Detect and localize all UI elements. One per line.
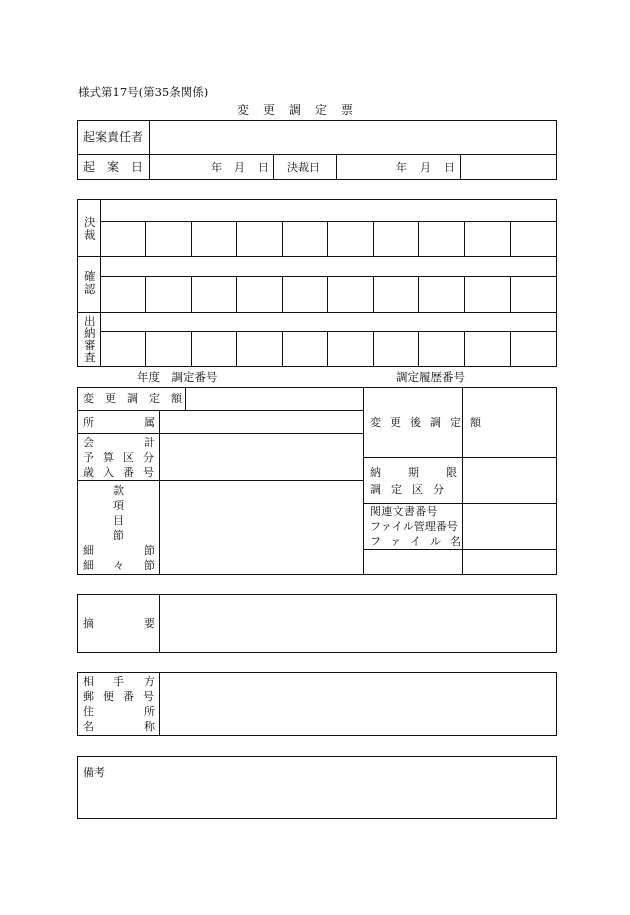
due-date-label-2: 期: [408, 466, 419, 479]
accounting-label-1: 会: [83, 436, 94, 449]
saisaisetsu-label-3: 節: [144, 559, 155, 572]
draft-day: 日: [258, 161, 269, 174]
due-date-label-1: 納: [370, 466, 381, 479]
decision-label: 決裁: [84, 215, 96, 242]
remarks-label: 備考: [83, 766, 105, 779]
saisaisetsu-label-2: 々: [113, 559, 124, 572]
draft-month: 月: [234, 161, 245, 174]
department-label-1: 所: [83, 416, 94, 429]
counterparty-field[interactable]: [161, 674, 555, 734]
stamp-cell[interactable]: [101, 277, 144, 311]
moku-label: 目: [113, 514, 124, 527]
stamp-cell[interactable]: [328, 222, 372, 255]
stamp-cell[interactable]: [237, 222, 281, 255]
adjustment-division-label: 調 定 区 分: [370, 483, 444, 496]
stamp-cell[interactable]: [419, 332, 463, 366]
party-label-2: 手: [113, 675, 124, 688]
stamp-cell[interactable]: [374, 222, 417, 255]
stamp-cell[interactable]: [374, 277, 417, 311]
stamp-cell[interactable]: [465, 332, 509, 366]
stamp-cell[interactable]: [419, 277, 463, 311]
due-date-field[interactable]: [464, 459, 555, 501]
stamp-cell[interactable]: [328, 332, 372, 366]
extra-field-left[interactable]: [365, 551, 460, 573]
summary-label-2: 要: [144, 617, 155, 630]
decision-month: 月: [420, 161, 431, 174]
saisetsu-label-1: 細: [83, 544, 94, 557]
form-number: 様式第17号(第35条関係): [78, 85, 209, 99]
summary-field[interactable]: [161, 596, 555, 651]
department-field[interactable]: [161, 412, 361, 431]
fiscal-year-label: 年度 調定番号: [137, 370, 218, 384]
draft-date-label: 起 案 日: [83, 160, 144, 174]
address-label-1: 住: [83, 705, 94, 718]
stamp-cell[interactable]: [192, 277, 235, 311]
stamp-cell[interactable]: [283, 222, 326, 255]
stamp-cell[interactable]: [101, 222, 144, 255]
stamp-cell[interactable]: [283, 332, 326, 366]
party-label-3: 方: [144, 675, 155, 688]
kou-label: 項: [113, 499, 124, 512]
budget-code-field[interactable]: [161, 482, 361, 573]
related-doc-field[interactable]: [464, 505, 555, 547]
saisaisetsu-label-1: 細: [83, 559, 94, 572]
accounting-field[interactable]: [161, 435, 361, 478]
stamp-cell[interactable]: [237, 332, 281, 366]
after-change-field[interactable]: [464, 389, 555, 455]
stamp-cell[interactable]: [237, 277, 281, 311]
stamp-cell[interactable]: [465, 222, 509, 255]
budget-division-label: 予 算 区 分: [83, 451, 153, 464]
related-doc-label: 関連文書番号: [370, 505, 438, 518]
responsible-field[interactable]: [151, 122, 555, 152]
summary-label-1: 摘: [83, 617, 94, 630]
stamp-cell[interactable]: [419, 222, 463, 255]
extra-field-right[interactable]: [464, 551, 555, 573]
remarks-field[interactable]: [79, 780, 555, 817]
stamp-cell[interactable]: [192, 222, 235, 255]
change-amount-label: 変 更 調 定 額: [83, 392, 182, 405]
kan-label: 款: [113, 484, 124, 497]
stamp-cell[interactable]: [101, 332, 144, 366]
stamp-cell[interactable]: [374, 332, 417, 366]
stamp-cell[interactable]: [146, 222, 190, 255]
stamp-cell[interactable]: [511, 222, 556, 255]
setsu-label: 節: [113, 529, 124, 542]
stamp-cell[interactable]: [283, 277, 326, 311]
postal-label: 郵 便 番 号: [83, 690, 153, 703]
file-mgmt-label: ファイル管理番号: [370, 520, 458, 533]
form-title: 変 更 調 定 票: [237, 103, 355, 117]
change-amount-field[interactable]: [187, 389, 361, 408]
stamp-cell[interactable]: [511, 277, 556, 311]
stamp-cell[interactable]: [192, 332, 235, 366]
saisetsu-label-2: 節: [144, 544, 155, 557]
department-label-2: 属: [144, 416, 155, 429]
confirm-label: 確認: [84, 269, 96, 296]
stamp-cell[interactable]: [328, 277, 372, 311]
due-date-label-3: 限: [446, 466, 457, 479]
party-label-1: 相: [83, 675, 94, 688]
file-name-label: フ ァ イ ル 名: [370, 535, 460, 548]
name-label-2: 称: [144, 720, 155, 733]
responsible-label: 起案責任者: [83, 130, 144, 144]
accounting-label-2: 計: [144, 436, 155, 449]
stamp-cell[interactable]: [146, 277, 190, 311]
treasury-label: 出納審査: [84, 314, 96, 364]
after-change-label: 変 更 後 調 定 額: [370, 416, 480, 429]
decision-day: 日: [444, 161, 455, 174]
stamp-cell[interactable]: [146, 332, 190, 366]
decision-date-label: 決裁日: [287, 161, 320, 174]
stamp-cell[interactable]: [511, 332, 556, 366]
revenue-number-label: 歳 入 番 号: [83, 466, 153, 479]
decision-year: 年: [396, 161, 407, 174]
name-label-1: 名: [83, 720, 94, 733]
stamp-cell[interactable]: [465, 277, 509, 311]
history-number-label: 調定履歴番号: [396, 370, 465, 384]
address-label-2: 所: [144, 705, 155, 718]
draft-year: 年: [211, 161, 222, 174]
